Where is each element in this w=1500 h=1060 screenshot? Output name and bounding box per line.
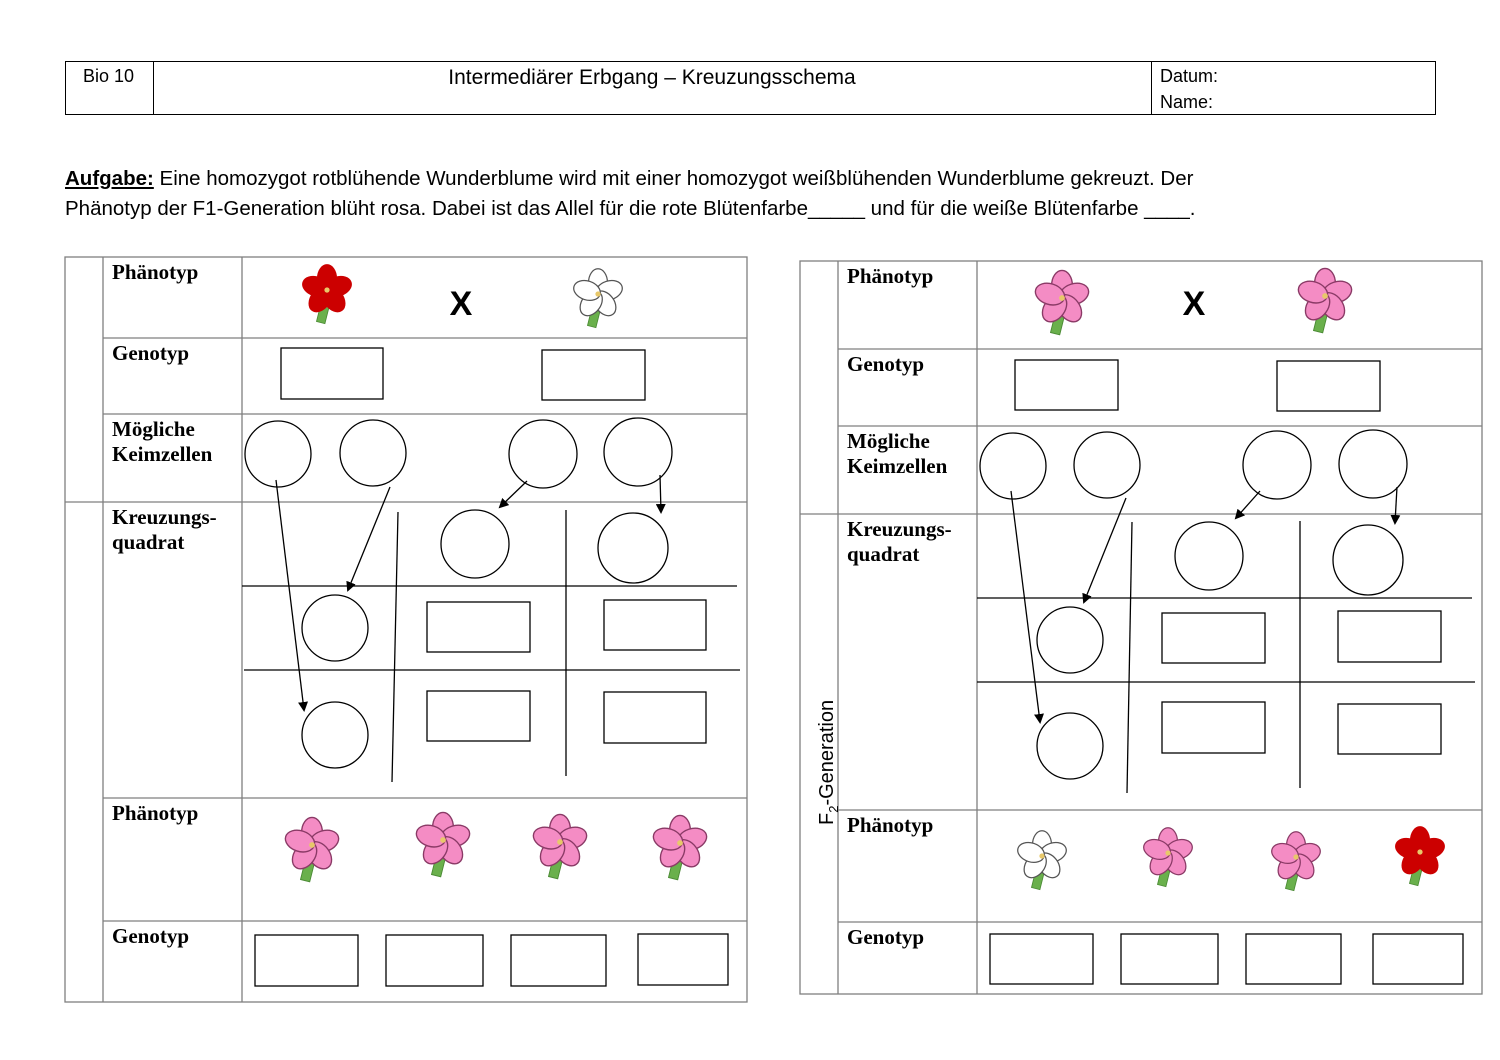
- pink-flower-icon: [531, 814, 590, 878]
- punnett-gamete-circle[interactable]: [441, 510, 509, 578]
- gamete-circle[interactable]: [509, 420, 577, 488]
- parent-genotype-box[interactable]: [1277, 361, 1380, 411]
- gamete-circle[interactable]: [1243, 431, 1311, 499]
- gamete-circle[interactable]: [980, 433, 1046, 499]
- worksheet-title: Intermediärer Erbgang – Kreuzungsschema: [448, 66, 856, 89]
- course-label: Bio 10: [83, 66, 135, 86]
- generation-prefix: F: [816, 812, 838, 825]
- gamete-circle[interactable]: [340, 420, 406, 486]
- gamete-arrow: [660, 475, 661, 512]
- label-gametes-line1: Mögliche: [112, 417, 195, 441]
- gamete-circle[interactable]: [245, 421, 311, 487]
- gamete-arrow: [500, 481, 527, 507]
- offspring-genotype-box[interactable]: [990, 934, 1093, 984]
- punnett-genotype-box[interactable]: [1338, 704, 1441, 754]
- generation-suffix: -Generation: [816, 699, 838, 806]
- label-gametes: [847, 429, 947, 479]
- date-field[interactable]: Datum:: [1160, 66, 1219, 86]
- punnett-gamete-circle[interactable]: [302, 702, 368, 768]
- label-punnett-line1: Kreuzungs-: [847, 517, 952, 541]
- gamete-circle[interactable]: [604, 418, 672, 486]
- generation-sub: 2: [826, 805, 841, 813]
- cross-symbol: X: [1182, 285, 1206, 323]
- punnett-gamete-circle[interactable]: [1175, 522, 1243, 590]
- punnett-genotype-box[interactable]: [1162, 613, 1265, 663]
- task-label: Aufgabe:: [65, 167, 154, 190]
- red-flower-icon: [300, 265, 354, 324]
- punnett-genotype-box[interactable]: [427, 691, 530, 741]
- task-line-2: Phänotyp der F1-Generation blüht rosa. Dabei ist das Allel für die rote Blütenfarbe_____ und für die weiße Blütenfarbe ____.: [65, 197, 1196, 220]
- generation-label: [816, 700, 841, 825]
- label-gametes-line2: Keimzellen: [112, 442, 213, 466]
- parent-genotype-box[interactable]: [542, 350, 645, 400]
- gamete-arrow: [1011, 491, 1040, 722]
- pink-flower-icon: [414, 812, 473, 876]
- white-flower-icon: [571, 269, 625, 328]
- punnett-genotype-box[interactable]: [604, 692, 706, 743]
- offspring-genotype-box[interactable]: [638, 934, 728, 985]
- pink-flower-icon: [283, 817, 342, 881]
- label-gametes-line2: Keimzellen: [847, 454, 948, 478]
- offspring-genotype-box[interactable]: [1121, 934, 1218, 984]
- label-phenotype: Phänotyp: [112, 260, 199, 284]
- punnett-line: [1127, 522, 1132, 793]
- punnett-gamete-circle[interactable]: [1333, 525, 1403, 595]
- offspring-genotype-box[interactable]: [511, 935, 606, 986]
- punnett-genotype-box[interactable]: [1338, 611, 1441, 662]
- gamete-arrow: [1395, 487, 1397, 523]
- gamete-arrow: [276, 480, 304, 710]
- pink-flower-icon: [651, 815, 710, 879]
- label-punnett-line1: Kreuzungs-: [112, 505, 217, 529]
- label-phenotype: Phänotyp: [847, 264, 934, 288]
- label-offspring-genotype: Genotyp: [847, 925, 925, 949]
- punnett-genotype-box[interactable]: [1162, 702, 1265, 753]
- offspring-genotype-box[interactable]: [1373, 934, 1463, 984]
- pink-flower-icon: [1269, 832, 1323, 891]
- punnett-genotype-box[interactable]: [604, 600, 706, 650]
- label-punnett: [847, 517, 952, 567]
- label-offspring-phenotype: Phänotyp: [112, 801, 199, 825]
- punnett-line: [392, 512, 398, 782]
- label-punnett-line2: quadrat: [112, 530, 185, 554]
- offspring-genotype-box[interactable]: [255, 935, 358, 986]
- gamete-circle[interactable]: [1074, 432, 1140, 498]
- label-offspring-phenotype: Phänotyp: [847, 813, 934, 837]
- label-gametes: [112, 417, 212, 467]
- pink-flower-icon: [1296, 268, 1355, 332]
- red-flower-icon: [1393, 827, 1447, 886]
- parent-genotype-box[interactable]: [281, 348, 383, 399]
- label-punnett: [112, 505, 217, 555]
- white-flower-icon: [1015, 831, 1069, 890]
- name-field[interactable]: Name:: [1160, 92, 1214, 112]
- punnett-gamete-circle[interactable]: [1037, 607, 1103, 673]
- punnett-gamete-circle[interactable]: [1037, 713, 1103, 779]
- punnett-gamete-circle[interactable]: [598, 513, 668, 583]
- label-genotype: Genotyp: [847, 352, 925, 376]
- parent-genotype-box[interactable]: [1015, 360, 1118, 410]
- pink-flower-icon: [1033, 270, 1092, 334]
- label-gametes-line1: Mögliche: [847, 429, 930, 453]
- task-text-1: Eine homozygot rotblühende Wunderblume wird mit einer homozygot weißblühenden Wunderblume gekreuzt. Der: [153, 167, 1194, 190]
- offspring-genotype-box[interactable]: [1246, 934, 1341, 984]
- label-offspring-genotype: Genotyp: [112, 924, 190, 948]
- label-punnett-line2: quadrat: [847, 542, 920, 566]
- punnett-genotype-box[interactable]: [427, 602, 530, 652]
- label-genotype: Genotyp: [112, 341, 190, 365]
- cross-symbol: X: [449, 285, 473, 323]
- punnett-gamete-circle[interactable]: [302, 595, 368, 661]
- offspring-genotype-box[interactable]: [386, 935, 483, 986]
- pink-flower-icon: [1141, 828, 1195, 887]
